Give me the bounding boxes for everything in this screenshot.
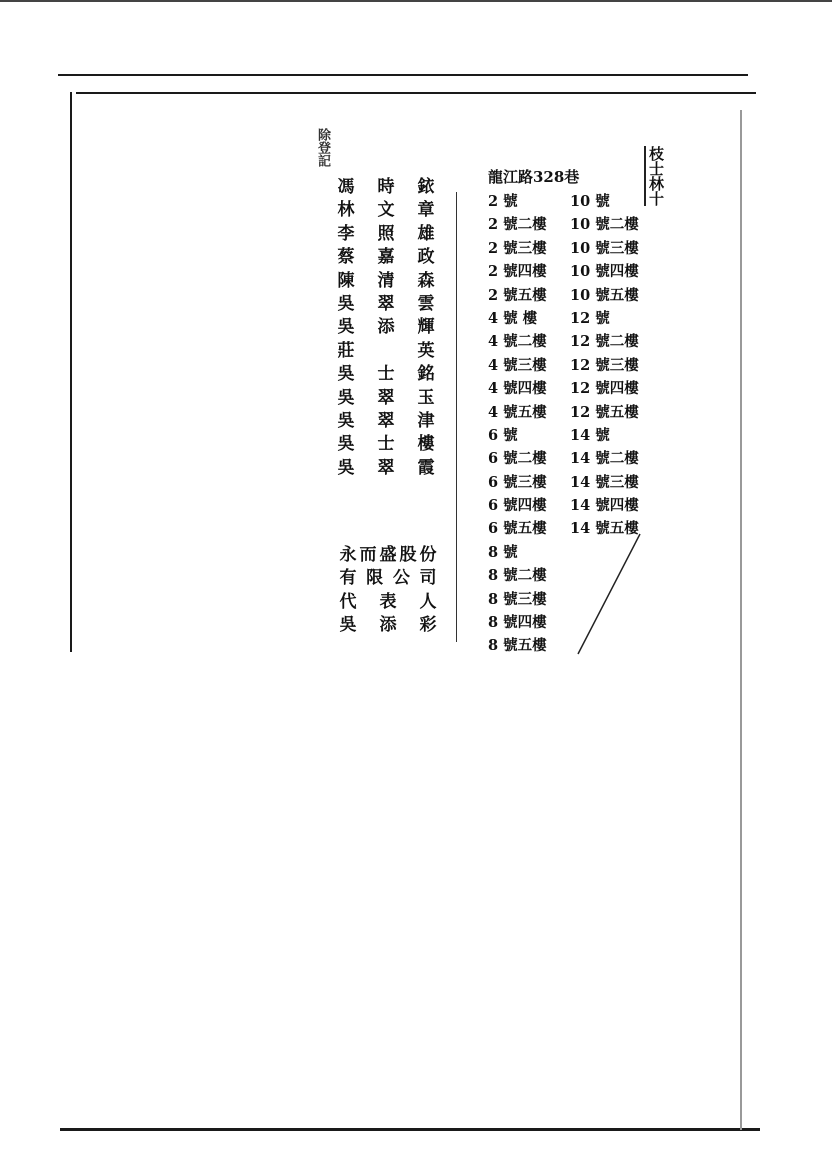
address-right: 12 號四樓 — [570, 380, 639, 398]
smudged-text: 除登記 — [315, 128, 330, 167]
address-right: 14 號二樓 — [570, 450, 639, 468]
address-left: 2 號二樓 — [488, 216, 547, 234]
address-left: 6 號五樓 — [488, 520, 547, 538]
owner-name-row: 吳 士 樓 — [337, 434, 435, 455]
entity-line: 永 而 盛 股 份 — [339, 545, 437, 565]
address-left: 6 號三樓 — [488, 473, 547, 491]
entity-block — [338, 544, 438, 638]
owner-name-row: 吳 翠 津 — [337, 410, 435, 431]
top-scan-edge — [0, 0, 832, 2]
owner-name-row: 吳 翠 雲 — [337, 293, 435, 314]
address-right: 10 號五樓 — [570, 286, 639, 304]
owner-name-row: 吳 翠 霞 — [337, 457, 435, 478]
address-right: 10 號二樓 — [570, 216, 639, 234]
address-row — [488, 447, 678, 470]
address-left: 8 號四樓 — [488, 614, 547, 632]
address-right: 10 號 — [570, 193, 610, 210]
address-left: 2 號三樓 — [488, 239, 547, 257]
address-left: 2 號 — [488, 193, 518, 210]
address-row — [488, 494, 678, 517]
address-left: 8 號五樓 — [488, 637, 547, 655]
address-row — [488, 307, 678, 330]
address-left: 6 號四樓 — [488, 497, 547, 515]
page-bottom-edge — [60, 1128, 760, 1131]
address-left: 6 號 — [488, 426, 518, 444]
page-left-edge — [70, 92, 72, 652]
address-row — [488, 377, 678, 400]
address-row — [488, 213, 678, 236]
address-row — [488, 330, 678, 353]
address-right: 12 號 — [570, 309, 610, 327]
address-left: 2 號五樓 — [488, 286, 547, 304]
address-left: 8 號三樓 — [488, 590, 547, 608]
address-left: 2 號四樓 — [488, 263, 547, 281]
vertical-title-text: 枝士林十 — [647, 146, 665, 206]
address-right: 10 號三樓 — [570, 239, 639, 257]
address-right: 10 號四樓 — [570, 263, 639, 281]
owner-name-row: 吳 添 輝 — [337, 317, 435, 338]
address-row — [488, 237, 678, 260]
page-top-edge-2 — [76, 92, 756, 94]
address-right: 14 號四樓 — [570, 497, 639, 515]
entity-line: 吳 添 彩 — [339, 615, 437, 636]
diagonal-strike-line — [570, 530, 650, 660]
address-left: 4 號 樓 — [488, 309, 538, 327]
address-left: 4 號二樓 — [488, 333, 547, 351]
address-right: 14 號三樓 — [570, 473, 639, 491]
address-right: 14 號 — [570, 426, 610, 444]
address-left: 8 號 — [488, 543, 518, 561]
address-right: 12 號三樓 — [570, 356, 639, 374]
entity-line: 有 限 公 司 — [339, 568, 437, 589]
address-row — [488, 424, 678, 447]
owner-name-row: 吳 翠 玉 — [337, 387, 435, 408]
owner-name-row: 林 文 章 — [337, 200, 435, 221]
page-top-edge — [58, 74, 748, 76]
address-left: 4 號三樓 — [488, 356, 547, 374]
address-row — [488, 354, 678, 377]
address-row — [488, 190, 678, 213]
address-row — [488, 401, 678, 424]
address-row — [488, 260, 678, 283]
address-row — [488, 471, 678, 494]
address-right: 14 號五樓 — [570, 520, 639, 538]
address-left: 4 號五樓 — [488, 403, 547, 421]
address-right: 12 號二樓 — [570, 333, 639, 351]
address-left: 4 號四樓 — [488, 380, 547, 398]
owner-list — [336, 176, 436, 480]
page-right-edge — [740, 110, 742, 1130]
address-row — [488, 284, 678, 307]
column-divider — [456, 192, 457, 642]
owner-name-row: 陳 清 森 — [337, 270, 435, 291]
address-right: 12 號五樓 — [570, 403, 639, 421]
owner-name-row: 吳 士 銘 — [337, 364, 435, 385]
street-heading: 龍江路328巷 — [488, 168, 580, 186]
owner-name-row: 莊 英 — [337, 340, 435, 361]
owner-name-row: 李 照 雄 — [337, 223, 435, 244]
entity-line: 代 表 人 — [339, 591, 437, 612]
owner-name-row: 蔡 嘉 政 — [337, 247, 435, 268]
smudged-stamp-text — [314, 128, 331, 167]
address-left: 6 號二樓 — [488, 450, 547, 468]
address-left: 8 號二樓 — [488, 567, 547, 585]
owner-name-row: 馮 時 銥 — [337, 177, 435, 197]
